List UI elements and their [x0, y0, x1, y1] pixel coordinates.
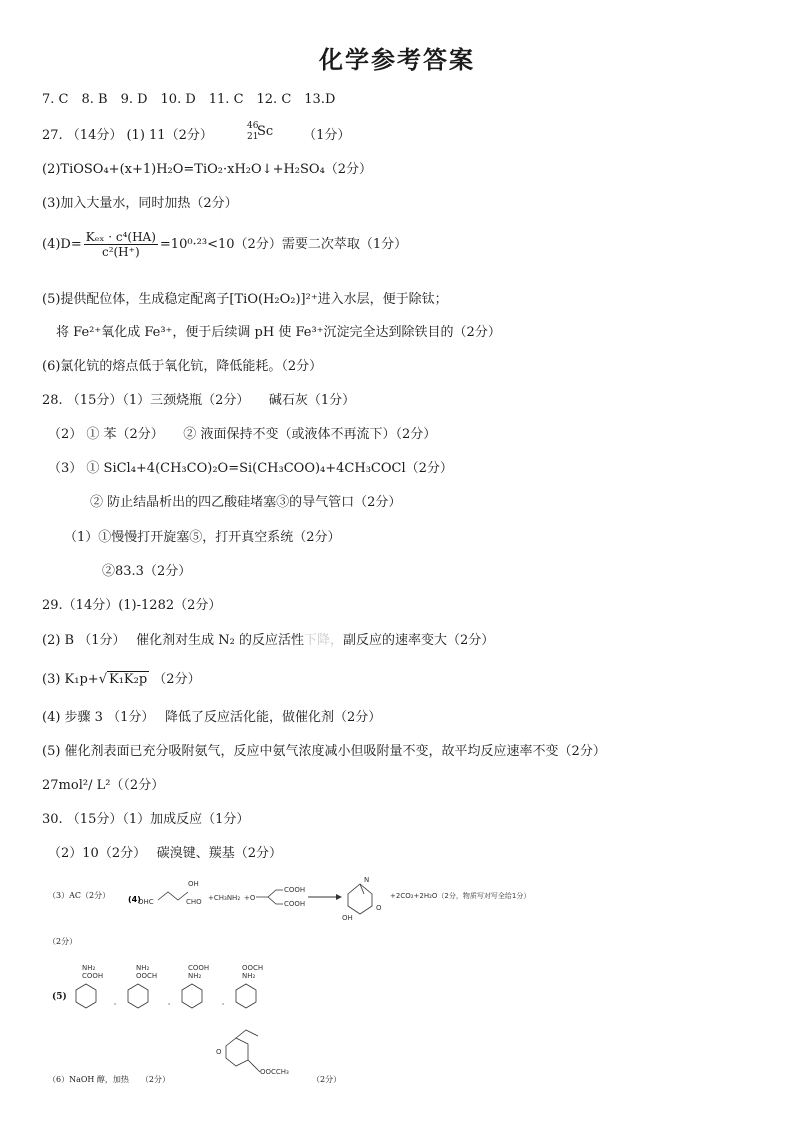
q28-line6: ②83.3（2分） — [102, 564, 192, 579]
acid-chain-top — [256, 890, 283, 897]
isomer3-cooh: COOH — [188, 964, 210, 972]
q30-part5-label: (5) — [52, 992, 67, 1002]
q27-line1 — [42, 120, 351, 145]
cho-label: CHO — [186, 898, 202, 906]
fraction-denominator: c²(H⁺) — [101, 245, 140, 259]
acid-chain-bottom — [268, 897, 283, 904]
q29-rate-prefix: (3) K₁p+ — [42, 672, 99, 687]
epoxide-o-label: O — [216, 1048, 222, 1056]
isomer1-nh2: NH₂ — [82, 964, 96, 972]
q29-sqrt-term: K₁K₂p — [108, 672, 148, 687]
q27-line5b: 将 Fe²⁺氧化成 Fe³⁺，便于后续调 pH 使 Fe³⁺沉淀完全达到除铁目的（2分） — [56, 325, 501, 340]
svg-text:,: , — [114, 998, 117, 1006]
cooh-bottom-label: COOH — [284, 900, 306, 908]
isomer2-nh2: NH₂ — [136, 964, 150, 972]
page-title: 化学参考答案 — [319, 46, 475, 74]
q27-part1-score: （1分） — [303, 128, 351, 143]
isomer4-ooch: OOCH — [242, 964, 264, 972]
q30-part4-score: （2分） — [48, 937, 78, 946]
scandium-nuclide — [246, 120, 281, 145]
q29-line4: (4) 步骤 3 （1分） 降低了反应活化能，做催化剂（2分） — [42, 710, 382, 725]
ohc-label: OHC — [138, 898, 154, 906]
hydroxy-label: OH — [342, 914, 353, 922]
ketone-o-label: O — [376, 904, 382, 912]
q28-line3: （3） ① SiCl₄+4(CH₃CO)₂O=Si(CH₃COO)₄+4CH₃COCl（2分） — [48, 461, 453, 476]
q27-part1: 27. （14分） (1) 11（2分） — [42, 128, 213, 143]
fraction-numerator: Kₑₓ · c⁴(HA) — [85, 230, 156, 244]
isomer4-nh2: NH₂ — [242, 972, 256, 980]
sc-mass-number: 46 — [246, 120, 259, 131]
nitrogen-label: N — [364, 876, 370, 884]
reaction-arrowhead — [336, 894, 342, 900]
q29-line5: (5) 催化剂表面已充分吸附氨气，反应中氨气浓度减小但吸附量不变，故平均反应速率不变（2分） — [42, 744, 606, 759]
q30-part3: （3）AC（2分） — [48, 891, 111, 900]
isomer-4 — [236, 964, 263, 1008]
oh-label: OH — [188, 880, 199, 888]
q29-line1: 29.（14分）(1)-1282（2分） — [42, 598, 222, 613]
isomer-3 — [182, 964, 209, 1008]
distribution-fraction — [84, 230, 158, 259]
q29-line3: (3) K₁p+√ K₁K₂p （2分） — [42, 672, 201, 687]
q27-line5: (5)提供配位体，生成稳定配离子[TiO(H₂O₂)]²⁺进入水层，便于除钛； — [42, 292, 448, 307]
q30-line1: 30. （15分）（1）加成反应（1分） — [42, 812, 250, 827]
q28-line1: 28. （15分）（1）三颈烧瓶（2分） 碱石灰（1分） — [42, 393, 356, 408]
isomer-2 — [128, 964, 157, 1008]
plus-o-label: +O — [244, 894, 256, 902]
sc-symbol: Sc — [256, 123, 274, 139]
q30-line6-score: （2分） — [312, 1075, 342, 1084]
isomer3-nh2: NH₂ — [188, 972, 202, 980]
q27-line3: (3)加入大量水，同时加热（2分） — [42, 196, 238, 211]
q27-line2: (2)TiOSO₄+(x+1)H₂O=TiO₂·xH₂O↓+H₂SO₄（2分） — [42, 162, 373, 177]
q28-line2: （2） ① 苯（2分） ② 液面保持不变（或液体不再流下）（2分） — [48, 427, 437, 442]
q27-formula-prefix: (4)D= — [42, 237, 82, 252]
ester-label: OOCCH₃ — [260, 1068, 289, 1076]
q29-part2-a: (2) B （1分） 催化剂对生成 N₂ 的反应活性 — [42, 633, 304, 648]
q30-reaction-scheme — [128, 872, 548, 922]
tropinone-ring — [348, 884, 372, 914]
isomer2-ooch: OOCH — [136, 972, 158, 980]
q27-formula-rest: =10⁰·²³<10（2分）需要二次萃取（1分） — [159, 237, 408, 252]
svg-text:,: , — [168, 998, 171, 1006]
isomer-1 — [76, 964, 103, 1008]
q30-part4-label: (4) — [128, 895, 141, 904]
q30-scopolamine-structure — [212, 1024, 332, 1080]
mc-answers: 7. C 8. B 9. D 10. D 11. C 12. C 13.D — [42, 92, 336, 107]
q30-line6: （6）NaOH 醇，加热 （2分） — [48, 1075, 171, 1084]
cooh-top-label: COOH — [284, 886, 306, 894]
q30-isomer-structures — [66, 960, 286, 1020]
q27-line6: (6)氯化钪的熔点低于氧化钪，降低能耗。（2分） — [42, 359, 323, 374]
svg-text:,: , — [222, 998, 225, 1006]
q28-line4: ② 防止结晶析出的四乙酸硅堵塞③的导气管口（2分） — [90, 495, 402, 510]
q29-rate-score: （2分） — [153, 672, 201, 687]
q29-line2 — [42, 629, 494, 648]
methylamine-label: +CH₃NH₂ — [208, 894, 241, 902]
q30-line2: （2）10（2分） 碳溴键、羰基（2分） — [48, 846, 282, 861]
q27-line4 — [42, 230, 407, 259]
q29-part2-b: 副反应的速率变大（2分） — [343, 633, 495, 648]
q29-part2-faded: 下降， — [304, 633, 344, 648]
q29-line6: 27mol²/ L²（（2分） — [42, 778, 165, 793]
q28-line5: （1）①慢慢打开旋塞⑤，打开真空系统（2分） — [64, 530, 341, 545]
succindialdehyde-chain — [158, 892, 188, 900]
byproducts-label: +2CO₂+2H₂O（2分，物质写对写全给1分） — [390, 892, 531, 900]
sc-atomic-number: 21 — [246, 131, 259, 142]
isomer1-cooh: COOH — [82, 972, 104, 980]
